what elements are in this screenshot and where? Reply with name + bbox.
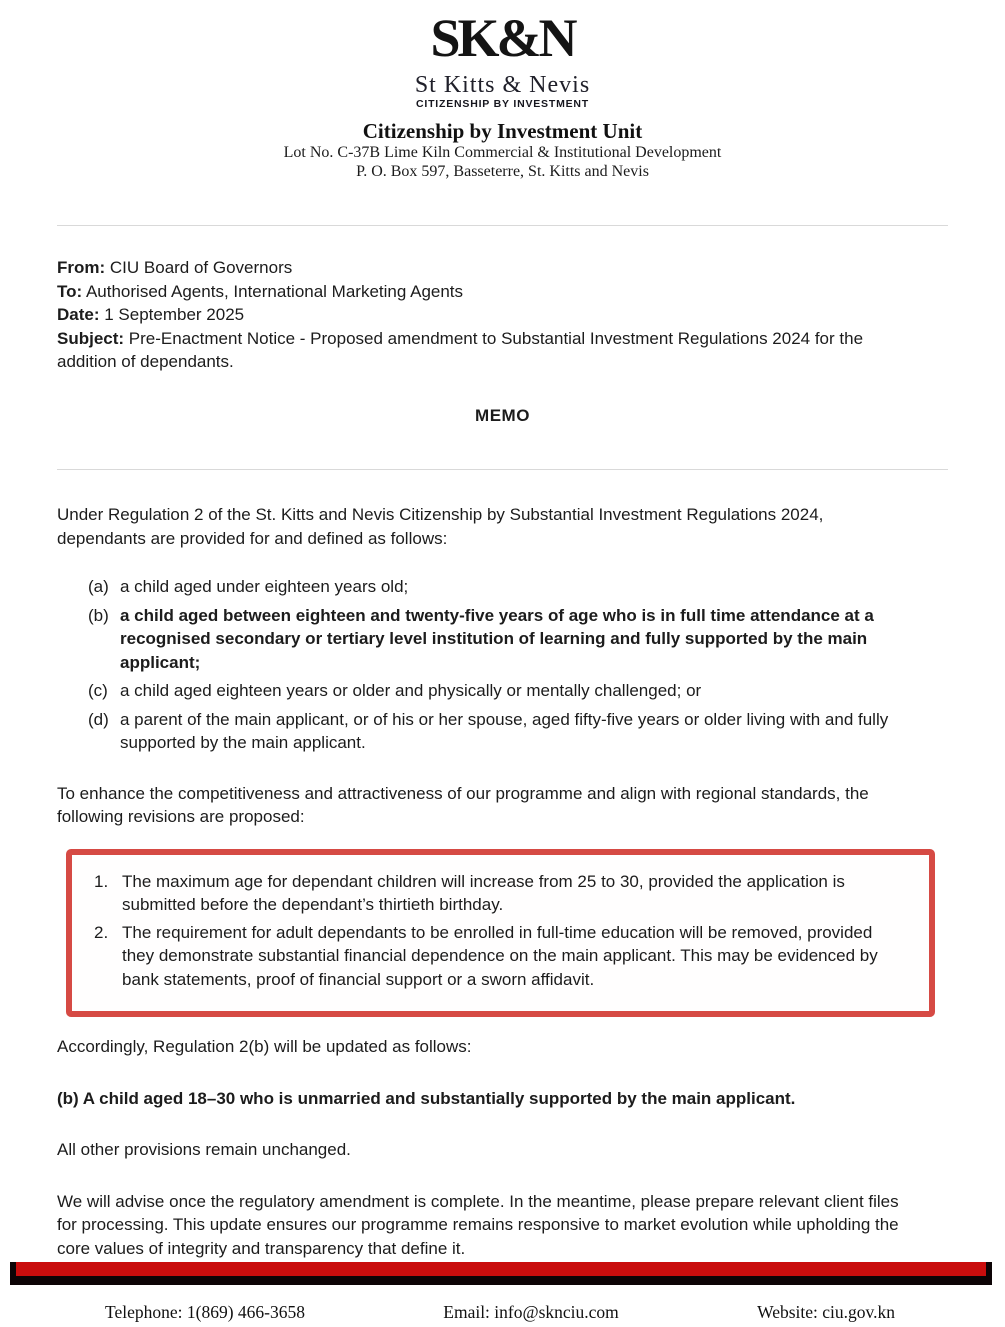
address-line-1: Lot No. C-37B Lime Kiln Commercial & Institutional Development (283, 144, 722, 161)
meta-from (57, 256, 917, 280)
skn-logo: SK&N (430, 8, 575, 68)
meta-date (57, 303, 917, 327)
footer-telephone: Telephone: 1(869) 466-3658 (105, 1302, 305, 1322)
memo-divider (57, 469, 948, 470)
list-item-text: a child aged between eighteen and twenty-five years of age who is in full time attendance at a recognised secondary or tertiary level institution of learning and fully supported by the main applicant; (120, 605, 874, 672)
meta-subject (57, 327, 917, 374)
intro-paragraph: Under Regulation 2 of the St. Kitts and Nevis Citizenship by Substantial Investment Regulations 2024, dependants are provided for and defined as follows: (57, 505, 824, 548)
list-item-text: a parent of the main applicant, or of his or her spouse, aged fifty-five years or older living with and fully supported by the main applicant. (120, 709, 889, 752)
footer-stripe-red (16, 1262, 986, 1276)
revision-item (88, 921, 907, 992)
list-item (88, 679, 918, 703)
unchanged-note: All other provisions remain unchanged. (57, 1140, 351, 1159)
to-value: Authorised Agents, International Marketing Agents (82, 281, 464, 301)
meta-block (57, 256, 948, 374)
footer-email: Email: info@sknciu.com (443, 1302, 619, 1322)
list-marker: (b) (88, 605, 109, 625)
accordingly-paragraph: Accordingly, Regulation 2(b) will be updated as follows: (57, 1037, 472, 1056)
list-marker: (c) (88, 681, 108, 700)
list-item-text: a child aged under eighteen years old; (120, 577, 409, 596)
list-item (88, 708, 918, 755)
logo-subtitle: St Kitts & Nevis (414, 72, 591, 98)
header-divider (57, 225, 948, 226)
revision-text: The maximum age for dependant children will increase from 25 to 30, provided the application is submitted before the dependant’s thirtieth birthday. (122, 871, 845, 914)
updated-clause: (b) A child aged 18–30 who is unmarried and substantially supported by the main applicant. (57, 1088, 796, 1108)
footer-website: Website: ciu.gov.kn (757, 1302, 895, 1322)
list-marker: (a) (88, 577, 109, 596)
date-label: Date: (57, 305, 100, 324)
closing-paragraph: We will advise once the regulatory amendment is complete. In the meantime, please prepare relevant client files for processing. This update ensures our programme remains responsive to market evolution while upholding the core values of integrity and transparency that define it. (57, 1191, 899, 1258)
unit-title: Citizenship by Investment Unit (362, 119, 643, 143)
subject-value: Pre-Enactment Notice - Proposed amendment to Substantial Investment Regulations 2024 for the addition of dependants. (57, 328, 864, 371)
definitions-list (57, 575, 948, 755)
list-marker: (d) (88, 709, 109, 729)
address-line-2: P. O. Box 597, Basseterre, St. Kitts and Nevis (356, 163, 649, 180)
highlighted-revisions-box (66, 849, 935, 1018)
meta-to (57, 280, 917, 304)
memo-heading: MEMO (475, 405, 530, 425)
letterhead (0, 0, 1005, 181)
proposal-intro-paragraph: To enhance the competitiveness and attractiveness of our programme and align with regional standards, the following revisions are proposed: (57, 783, 869, 826)
list-item (88, 575, 918, 599)
footer-contacts (0, 1302, 1005, 1323)
memo-body (57, 503, 948, 1260)
revision-number: 1. (94, 871, 109, 891)
list-item (88, 604, 918, 675)
logo-tagline: CITIZENSHIP BY INVESTMENT (415, 98, 590, 110)
date-value: 1 September 2025 (99, 305, 245, 324)
from-value: CIU Board of Governors (105, 258, 293, 277)
revision-item (88, 870, 907, 917)
revision-text: The requirement for adult dependants to be enrolled in full-time education will be removed, provided they demonstrate substantial financial dependence on the main applicant. This may be evidenced by bank statements, proof of financial support or a sworn affidavit. (122, 922, 878, 989)
memo-content (57, 256, 948, 427)
footer-stripe-black (10, 1262, 992, 1285)
list-item-text: a child aged eighteen years or older and physically or mentally challenged; or (120, 681, 702, 700)
subject-label: Subject: (57, 328, 125, 348)
from-label: From: (57, 258, 106, 277)
revision-number: 2. (94, 922, 109, 942)
to-label: To: (57, 281, 83, 301)
